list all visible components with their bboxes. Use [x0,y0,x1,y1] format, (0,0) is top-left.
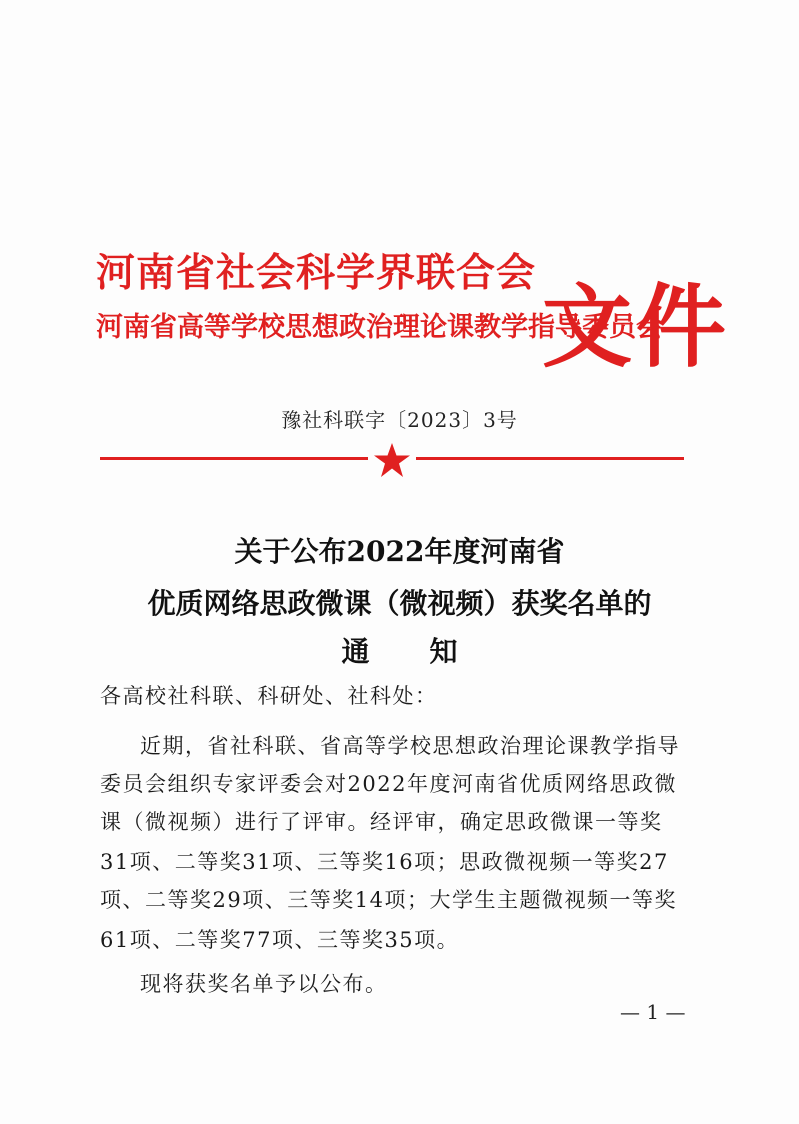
red-divider-left [100,457,368,460]
addressee: 各高校社科联、科研处、社科处： [100,684,438,708]
body-line: 近期，省社科联、省高等学校思想政治理论课教学指导 [140,734,680,758]
issuer-name-secondary: 河南省高等学校思想政治理论课教学指导委员会 [96,312,663,343]
issuer-name-primary: 河南省社会科学界联合会 [96,251,537,296]
red-divider-right [416,457,684,460]
page-number: — 1 — [620,1000,686,1024]
title-line-2: 优质网络思政微课（微视频）获奖名单的 [147,587,652,620]
red-star-icon [373,442,411,478]
body-line: 31项、二等奖31项、三等奖16项；思政微视频一等奖27 [100,850,669,874]
body-line: 课（微视频）进行了评审。经评审，确定思政微课一等奖 [100,810,663,834]
body-line: 项、二等奖29项、三等奖14项；大学生主题微视频一等奖 [100,888,677,912]
title-line-1: 关于公布2022年度河南省 [234,535,565,568]
document-number: 豫社科联字〔2023〕3号 [281,408,518,432]
title-line-3: 通知 [341,635,518,668]
body-line: 现将获奖名单予以公布。 [140,972,388,996]
body-line: 委员会组织专家评委会对2022年度河南省优质网络思政微 [100,772,677,796]
body-line: 61项、二等奖77项、三等奖35项。 [100,928,460,952]
document-label: 文件 [542,274,730,380]
